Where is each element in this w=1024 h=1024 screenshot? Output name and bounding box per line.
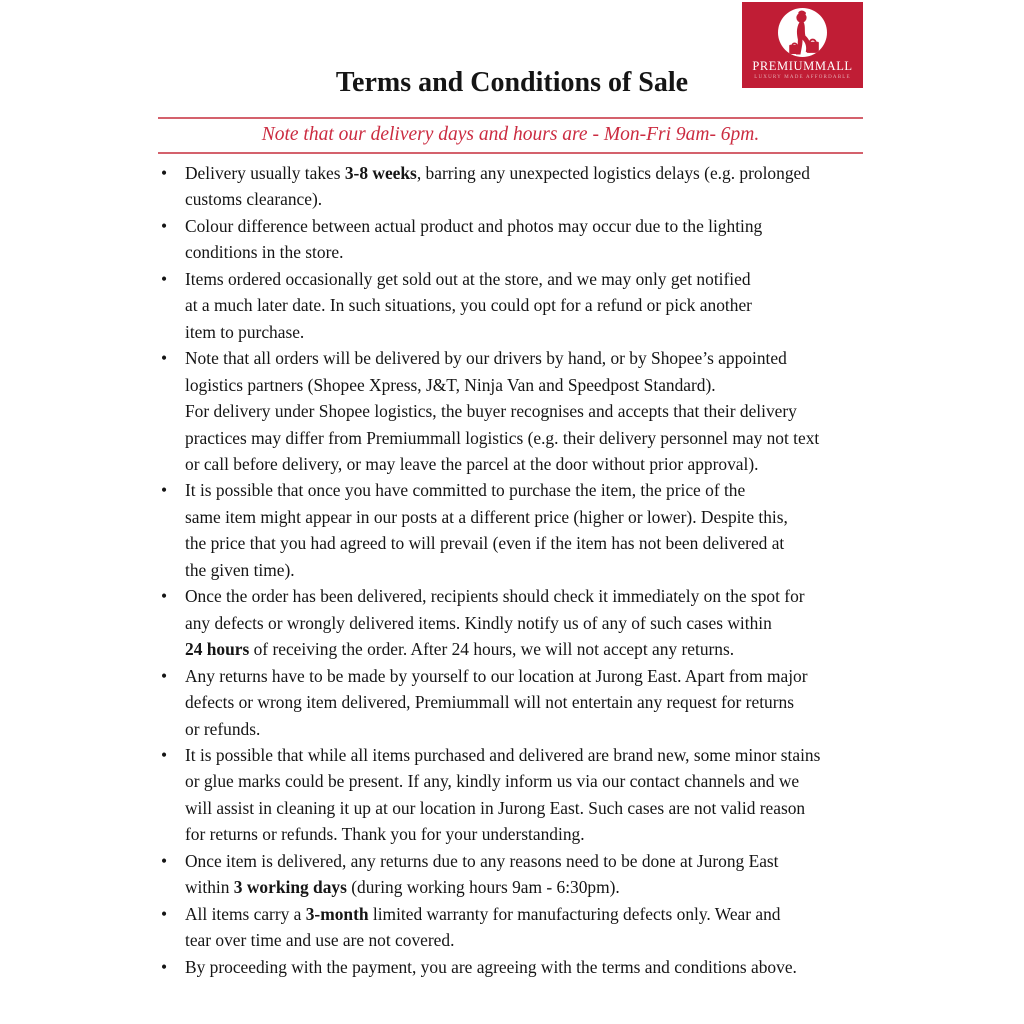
delivery-note-band (158, 117, 863, 154)
delivery-note-text: Note that our delivery days and hours are - Mon-Fri 9am- 6pm. (261, 124, 760, 145)
term-item: • Once the order has been delivered, recipients should check it immediately on the spot for any defects or wrongly delivered items. Kindly notify us of any of such cases within 24 hours of receiving the order. After 24 hours, we will not accept any returns. (158, 583, 874, 662)
term-item: • Colour difference between actual product and photos may occur due to the lighting conditions in the store. (158, 213, 874, 266)
term-item: • Any returns have to be made by yourself to our location at Jurong East. Apart from major defects or wrong item delivered, Premiummall will not entertain any request for returns or refunds. (158, 663, 874, 742)
page-title: Terms and Conditions of Sale (335, 67, 689, 98)
term-item: • It is possible that while all items purchased and delivered are brand new, some minor stains or glue marks could be present. If any, kindly inform us via our contact channels and we will assist in cleaning it up at our location in Jurong East. Such cases are not valid reason for returns or refunds. Thank you for your understanding. (158, 742, 874, 848)
term-item: • Note that all orders will be delivered by our drivers by hand, or by Shopee’s appointed logistics partners (Shopee Xpress, J&T, Ninja Van and Speedpost Standard). For delivery under Shopee logistics, the buyer recognises and accepts that their delivery practices may differ from Premiummall logistics (e.g. their delivery personnel may not text or call before delivery, or may leave the parcel at the door without prior approval). (158, 345, 874, 477)
term-item: • It is possible that once you have committed to purchase the item, the price of the same item might appear in our posts at a different price (higher or lower). Despite this, the price that you had agreed to will prevail (even if the item has not been delivered at the given time). (158, 477, 874, 583)
woman-shopper-silhouette-icon (778, 8, 827, 57)
brand-name: PREMIUMMALL (752, 59, 853, 73)
terms-list (158, 160, 874, 980)
brand-tagline: LUXURY MADE AFFORDABLE (754, 75, 851, 80)
term-item: • All items carry a 3-month limited warranty for manufacturing defects only. Wear and tear over time and use are not covered. (158, 901, 874, 954)
term-item: • By proceeding with the payment, you are agreeing with the terms and conditions above. (158, 954, 874, 980)
term-item: • Items ordered occasionally get sold out at the store, and we may only get notified at a much later date. In such situations, you could opt for a refund or pick another item to purchase. (158, 266, 874, 345)
logo-circle (778, 8, 827, 57)
term-item: • Once item is delivered, any returns due to any reasons need to be done at Jurong East within 3 working days (during working hours 9am - 6:30pm). (158, 848, 874, 901)
term-item: • Delivery usually takes 3-8 weeks, barring any unexpected logistics delays (e.g. prolonged customs clearance). (158, 160, 874, 213)
